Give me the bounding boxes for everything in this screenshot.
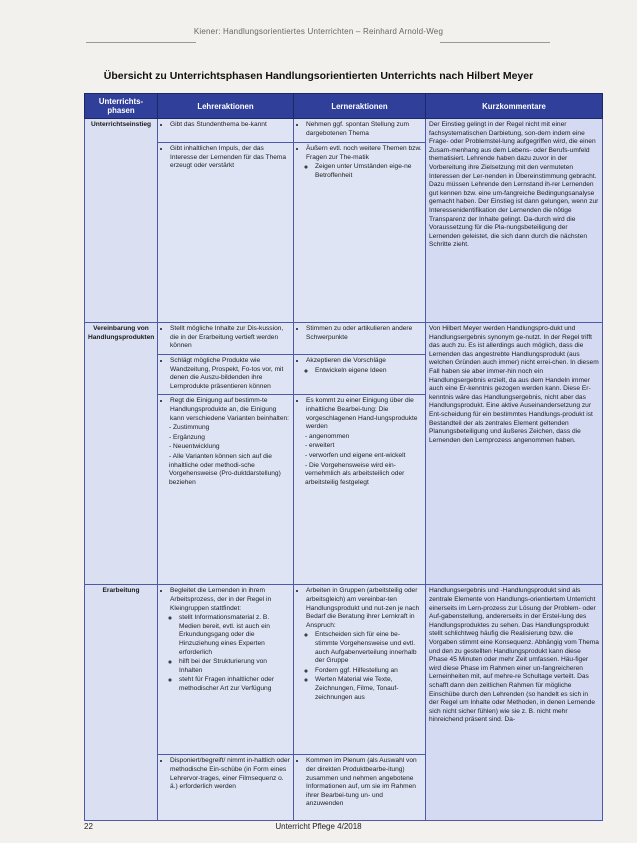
teacher-action-cell bbox=[158, 323, 294, 355]
table-body bbox=[85, 119, 603, 821]
teacher-action-cell bbox=[158, 395, 294, 585]
bullet-list bbox=[297, 121, 422, 138]
comment-text: Handlungsergebnis und -Handlungsprodukt sind als zentrale Elemente von Handlungs-orientiertem Unterricht einerseits im Lern-prozess zur Lösung der Problem- oder Auf-gabenstellung, andererseits in der Erstel-lung des Handlungsproduktes zu sehen. Das Handlungsprodukt stellt schlichtweg häufig die Realisierung bzw. die Vorgaben stimmt eine Konsequenz. Abhängig vom Thema und den zu gestellten Handlungsprodukt kann diese Phase 45 Minuten oder mehr Zeit umfassen. Häu-figer wird diese Phase im Rahmen einer un-fangreicheren Lerneinheiten mit, auf mehre-re Schultage verteilt. Das schafft dann den zeitlichen Rahmen für mögliche Einschübe durch den Lehrenden (so handelt es sich in der Regel um Inhalte oder Methoden, in denen Lernende sich nicht sicher fühlen) wie sie z. B. nicht mehr hinreichend präsent sind. Da- bbox=[429, 587, 599, 724]
page-number: 22 bbox=[84, 822, 93, 831]
list-item: • Gibt inhaltlichen Impuls, der das Interesse der Lernenden für das Thema erzeugt oder verstärkt bbox=[170, 145, 290, 171]
table-header-row bbox=[85, 94, 603, 119]
bullet-sublist bbox=[306, 367, 422, 376]
header-teacher: Lehreraktionen bbox=[158, 94, 294, 119]
learner-action-cell bbox=[294, 143, 426, 323]
bullet-sublist bbox=[170, 614, 290, 693]
running-header: Kiener: Handlungsorientiertes Unterrichten – Reinhard Arnold-Weg bbox=[193, 27, 444, 36]
list-item: ◦ Fordern ggf. Hilfestellung an bbox=[315, 667, 422, 676]
teacher-action-cell bbox=[158, 755, 294, 821]
bullet-list bbox=[161, 145, 290, 171]
learner-action-cell bbox=[294, 119, 426, 143]
bullet-list bbox=[161, 121, 290, 130]
comment-text: Der Einstieg gelingt in der Regel nicht mit einer fachsystematischen Darbietung, son-dern indem eine Frage- oder Problemstel-lung aufgegriffen wird, die einen Zusam-menhang aus dem Lebens- oder Berufs-umfeld thematisiert. Lehrende haben dazu zuvor in der Vorbereitung ihre Zielsetzung mit den vermuteten Interessen der Ler-nenden in Übereinstimmung gebracht. Dazu müssen Lehrende den Lernstand ih-rer Lernenden gut kennen bzw. eine um-fangreiche Bedingungsanalyse gemacht haben. Der Einstieg ist dann gelungen, wenn zur Interessenidentifikation der Lernenden die nötige Transparenz der Inhalte gelingt. Da-durch wird die Voraussetzung für die Pla-nungsbeteiligung der Lernenden geleistet, die sich dann durch die nächsten Schritte zieht. bbox=[429, 121, 599, 249]
bullet-list bbox=[161, 757, 290, 791]
list-item: - verworfen und eigene ent-wickelt bbox=[305, 452, 422, 461]
short-comment bbox=[426, 323, 603, 585]
list-item: • Akzeptieren die Vorschläge bbox=[306, 357, 422, 366]
header-phase: Unterrichts- phasen bbox=[85, 94, 158, 119]
bullet-list bbox=[297, 757, 422, 809]
list-item: - Zustimmung bbox=[169, 424, 290, 433]
list-item: - Neuentwicklung bbox=[169, 443, 290, 452]
list-item: - Alle Varianten können sich auf die inhaltliche oder methodi-sche Vorgehensweise (Pro-duktdarstellung) beziehen bbox=[169, 453, 290, 487]
list-item: ◦ hilft bei der Strukturierung von Inhalten bbox=[179, 658, 290, 675]
list-item: ◦ stellt Informationsmaterial z. B. Medien bereit, evtl. ist auch ein Erkundungsgang oder die Hinzuziehung eines Experten erforderlich bbox=[179, 614, 290, 657]
list-item: • Regt die Einigung auf bestimm-te Handlungsprodukte an, die Einigung kann verschiedene Varianten beinhalten: bbox=[170, 397, 290, 423]
list-item: - Ergänzung bbox=[169, 434, 290, 443]
dash-list bbox=[297, 433, 422, 488]
header-learner: Lerneraktionen bbox=[294, 94, 426, 119]
list-item: ◦ Werten Material wie Texte, Zeichnungen, Filme, Tonauf-zeichnungen aus bbox=[315, 676, 422, 702]
list-item: • Äußern evtl. noch weitere Themen bzw. Fragen zur The-matik bbox=[306, 145, 422, 162]
learner-action-cell bbox=[294, 355, 426, 395]
header-comment: Kurzkommentare bbox=[426, 94, 603, 119]
list-item: • Gibt das Stundenthema be-kannt bbox=[170, 121, 290, 130]
list-item: - angenommen bbox=[305, 433, 422, 442]
list-item: • Kommen im Plenum (als Auswahl von der direkten Produktbearbe-itung) zusammen und nehmen angebotene Informationen auf, um sie im Rahmen ihrer Bearbei-tung un- und anzuwenden bbox=[306, 757, 422, 809]
list-item: • Es kommt zu einer Einigung über die inhaltliche Bearbei-tung: Die vorgeschlagenen Hand-lungsprodukte werden bbox=[306, 397, 422, 431]
teacher-action-cell bbox=[158, 143, 294, 323]
list-item: - Die Vorgehensweise wird ein-vernehmlich als arbeitsteilich oder arbeitsteilig festgelegt bbox=[305, 462, 422, 488]
table-row bbox=[85, 119, 603, 143]
learner-action-cell bbox=[294, 323, 426, 355]
header-rule-left bbox=[86, 42, 196, 43]
comment-text: Von Hilbert Meyer werden Handlungspro-dukt und Handlungsergebnis synonym ge-nutzt. In der Regel trifft das auch zu. Es ist allerdings auch möglich, dass die Lernenden das angestrebte Handlungsprodukt (aus welchen Gründen auch immer) nicht errei-chen. In diesem Fall haben sie aber immer-hin noch ein Handlungsergebnis erzielt, da aus dem Handeln immer auch eine Er-kenntnis gezogen werden kann. Diese Er-kenntnis wäre das Handlungsergebnis, nicht aber das Handlungsprodukt. Eine aktive Auseinandersetzung zur Ent-scheidung für ein bestimmtes Handlungs-produkt ist Bestandteil der als zentrales Element geltenden Planungsbeteiligung und äußeres Zeichen, dass die Lernenden den Lernprozess angenommen haben. bbox=[429, 325, 599, 444]
bullet-list bbox=[161, 357, 290, 391]
bullet-list bbox=[161, 587, 290, 693]
list-item: ◦ Zeigen unter Umständen eige-ne Betroffenheit bbox=[315, 163, 422, 180]
learner-action-cell bbox=[294, 395, 426, 585]
list-item: • Nehmen ggf. spontan Stellung zum dargebotenen Thema bbox=[306, 121, 422, 138]
short-comment bbox=[426, 119, 603, 323]
learner-action-cell bbox=[294, 585, 426, 755]
list-item: ◦ steht für Fragen inhaltlicher oder methodischer Art zur Verfügung bbox=[179, 676, 290, 693]
teacher-action-cell bbox=[158, 585, 294, 755]
table-row bbox=[85, 323, 603, 355]
list-item: • Begleitet die Lernenden in ihrem Arbeitsprozess, der in der Regel in Kleingruppen stattfindet: bbox=[170, 587, 290, 613]
short-comment bbox=[426, 585, 603, 821]
phase-name: Erarbeitung bbox=[85, 585, 158, 821]
bullet-list bbox=[297, 325, 422, 342]
bullet-list bbox=[161, 397, 290, 423]
list-item: - erweitert bbox=[305, 442, 422, 451]
phases-table bbox=[84, 93, 603, 821]
bullet-list bbox=[297, 587, 422, 702]
journal-footer: Unterricht Pflege 4/2018 bbox=[275, 822, 362, 831]
list-item: • Arbeiten in Gruppen (arbeitsteilig oder arbeitsgleich) am vereinbar-ten Handlungsprodukt und nut-zen je nach Bedarf die Beratung ihrer Lernkraft in Anspruch: bbox=[306, 587, 422, 630]
dash-list bbox=[161, 424, 290, 487]
list-item: • Disponiert/begreift/ nimmt in-haltlich oder methodische Ein-schübe (in Form eines Lehrervor-trages, einer Filmsequenz o. ä.) erforderlich werden bbox=[170, 757, 290, 791]
bullet-list bbox=[297, 397, 422, 431]
table-row bbox=[85, 585, 603, 755]
list-item: • Stellt mögliche Inhalte zur Dis-kussion, die in der Erarbeitung vertieft werden können bbox=[170, 325, 290, 351]
list-item: ◦ Entwickeln eigene Ideen bbox=[315, 367, 422, 376]
bullet-sublist bbox=[306, 631, 422, 702]
phase-name: Unterrichtseinstieg bbox=[85, 119, 158, 323]
bullet-list bbox=[297, 145, 422, 180]
teacher-action-cell bbox=[158, 355, 294, 395]
phase-name: Vereinbarung von Handlungsprodukten bbox=[85, 323, 158, 585]
list-item: • Schlägt mögliche Produkte wie Wandzeitung, Prospekt, Fo-tos vor, mit denen die Auszu-bildenden ihre Lernprodukte präsentieren können bbox=[170, 357, 290, 391]
learner-action-cell bbox=[294, 755, 426, 821]
teacher-action-cell bbox=[158, 119, 294, 143]
bullet-sublist bbox=[306, 163, 422, 180]
page-title: Übersicht zu Unterrichtsphasen Handlungsorientierten Unterrichts nach Hilbert Meyer bbox=[103, 70, 534, 82]
list-item: ◦ Entscheiden sich für eine be-stimmte Vorgehensweise und evtl. auch Aufgabenverteilung innerhalb der Gruppe bbox=[315, 631, 422, 665]
bullet-list bbox=[297, 357, 422, 375]
bullet-list bbox=[161, 325, 290, 351]
list-item: • Stimmen zu oder artikulieren andere Schwerpunkte bbox=[306, 325, 422, 342]
header-rule-right bbox=[440, 42, 550, 43]
